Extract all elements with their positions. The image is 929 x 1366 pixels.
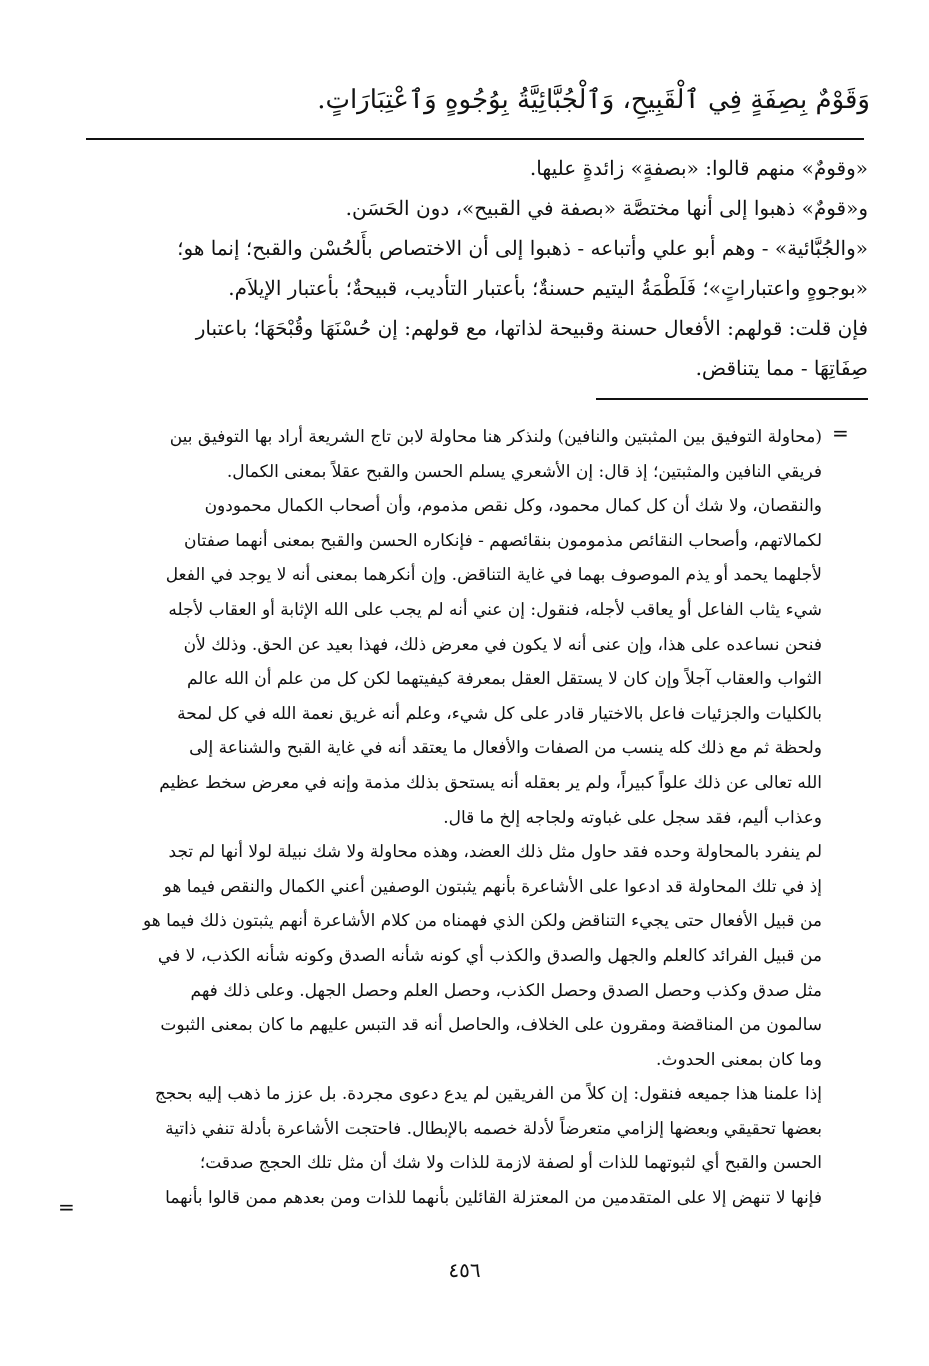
- commentary-line: «وقومٌ» منهم قالوا: «بصفةٍ» زائدةٍ عليها.: [529, 156, 868, 180]
- footnote-divider: [596, 398, 868, 400]
- commentary-line: و«قومٌ» ذهبوا إلى أنها مختصَّة «بصفة في القبيح»، دون الحَسَن.: [345, 196, 868, 220]
- commentary-line: «والجُبَّائية» - وهم أبو علي وأتباعه - ذهبوا إلى أن الاختصاص بأَلحُسْن والقبح؛ إنما هو؛: [177, 236, 868, 260]
- commentary-block: [78, 148, 868, 388]
- footnote-line: والنقصان، ولا شك أن كل كمال محمود، وكل نقص مذموم، وأن أصحاب الكمال محمودون: [204, 496, 822, 517]
- footnote-line: (محاولة التوفيق بين المثبتين والنافين) ولنذكر هنا محاولة لابن تاج الشريعة أراد بها التوفيق بين: [169, 427, 822, 447]
- footnote-line: الثواب والعقاب آجلاً وإن كان لا يستقل العقل بمعرفة كيفيتهما لكن كل من علم أن الله عالم: [186, 669, 822, 690]
- footnote-line: فنحن نساعده على هذا، وإن عنى أنه لا يكون في معرض ذلك، فهذا بعيد عن الحق. وذلك لأن: [183, 634, 822, 655]
- header-divider: [86, 138, 864, 140]
- footnote-line: لأجلهما يحمد أو يذم الموصوف بهما في غاية التناقض. وإن أنكرهما بمعنى أنه لا يوجد في الفعل: [165, 565, 822, 586]
- commentary-line: صِفَاتِهَا - مما يتناقض.: [695, 356, 868, 380]
- footnote-line: إذا علمنا هذا جميعه فنقول: إن كلاً من الفريقين لم يدع دعوى مجردة. بل عزز ما ذهب إليه بحجج: [154, 1084, 822, 1105]
- footnote-line: سالمون من المناقضة ومقرون على الخلاف، والحاصل أنه قد التبس عليهم ما كان بمعنى الثبوت: [160, 1015, 822, 1036]
- footnote-continues-mark: =: [58, 1195, 75, 1219]
- footnote-line: لم ينفرد بالمحاولة وحده فقد حاول مثل ذلك العضد، وهذه محاولة ولا شك نبيلة لولا أنها لم تجد: [168, 842, 822, 863]
- footnote-line: شيء يثاب الفاعل أو يعاقب لأجله، فنقول: إن عني أنه لم يجب على الله الإثابة أو العقاب لأجله: [168, 599, 822, 620]
- footnote-line: الحسن والقبح أي لثبوتهما للذات أو لصفة لازمة للذات ولا شك أن مثل تلك الحجج صدقت؛: [199, 1153, 822, 1174]
- footnote-line: من قبيل الفرائد كالعلم والجهل والصدق والكذب أي كونه شأنه الصدق وكونه شأنه الكذب، لا في: [157, 945, 822, 966]
- footnote-continued-mark: =: [832, 421, 849, 445]
- commentary-line: فإن قلت: قولهم: الأفعال حسنة وقبيحة لذاتها، مع قولهم: إن حُسْنَهَا وقُبْحَهَا؛ باعتبار: [195, 316, 868, 340]
- footnote-block: [80, 420, 822, 1216]
- footnote-line: بعضها تحقيقي وبعضها إلزامي متعرضاً لأدلة خصمه بالإبطال. فاحتجت الأشاعرة بأدلة تنفي ذاتية: [165, 1118, 822, 1139]
- footnote-line: فإنها لا تنهض إلا على المتقدمين من المعتزلة القائلين بأنهما للذات ومن بعدهم ممن قالوا بأنهما: [165, 1188, 822, 1209]
- footnote-line: فريقي النافين والمثبتين؛ إذ قال: إن الأشعري يسلم الحسن والقبح عقلاً بمعنى الكمال.: [226, 461, 822, 482]
- footnote-line: الله تعالى عن ذلك علواً كبيراً، ولم ير بعقله أنه يستحق بذلك مذمة وإنه في معرض سخط عظيم: [159, 772, 822, 793]
- footnote-line: ولحظة ثم مع ذلك كله ينسب من الصفات والأفعال ما يعتقد أنه في غاية القبح والشناعة إلى: [189, 738, 822, 759]
- commentary-line: «بوجوهٍ واعتباراتٍ»؛ فَلَطْمَةُ اليتيم حسنةٌ؛ بأعتبار التأديب، قبيحةٌ؛ بأعتبار الإيلاَم.: [228, 276, 868, 300]
- footnote-line: بالكليات والجزئيات فاعل بالاختيار قادر على كل شيء، وعلم أنه غريق نعمة الله في كل لمحة: [177, 703, 822, 724]
- footnote-line: لكمالاتهم، وأصحاب النقائص مذمومون بنقائصهم - فإنكاره الحسن والقبح بمعنى أنهما صفتان: [184, 530, 822, 551]
- matn-verse-line: وَقَوْمٌ بِصِفَةٍ فِي ٱلْقَبِيحِ، وَٱلْجُبَّائِيَّةُ بِوُجُوهٍ وَٱعْتِبَارَاتٍ.: [317, 85, 870, 115]
- footnote-line: وما كان بمعنى الحدوث.: [656, 1049, 822, 1070]
- footnote-line: مثل صدق وكذب وحصل الصدق وحصل الكذب، وحصل العلم وحصل الجهل. وعلى ذلك فهم: [190, 980, 822, 1001]
- footnote-line: وعذاب أليم، فقد سجل على غباوته ولجاجه إلخ ما قال.: [443, 807, 822, 828]
- page-number: ٤٥٦: [448, 1258, 481, 1282]
- footnote-line: إذ في تلك المحاولة قد ادعوا على الأشاعرة بأنهم يثبتون الوصفين أعني الكمال والنقص فيما هو: [163, 876, 822, 897]
- footnote-line: من قبيل الأفعال حتى يجيء التناقض ولكن الذي فهمناه من كلام الأشاعرة أنهم يثبتون ذلك فيما هو: [142, 911, 822, 932]
